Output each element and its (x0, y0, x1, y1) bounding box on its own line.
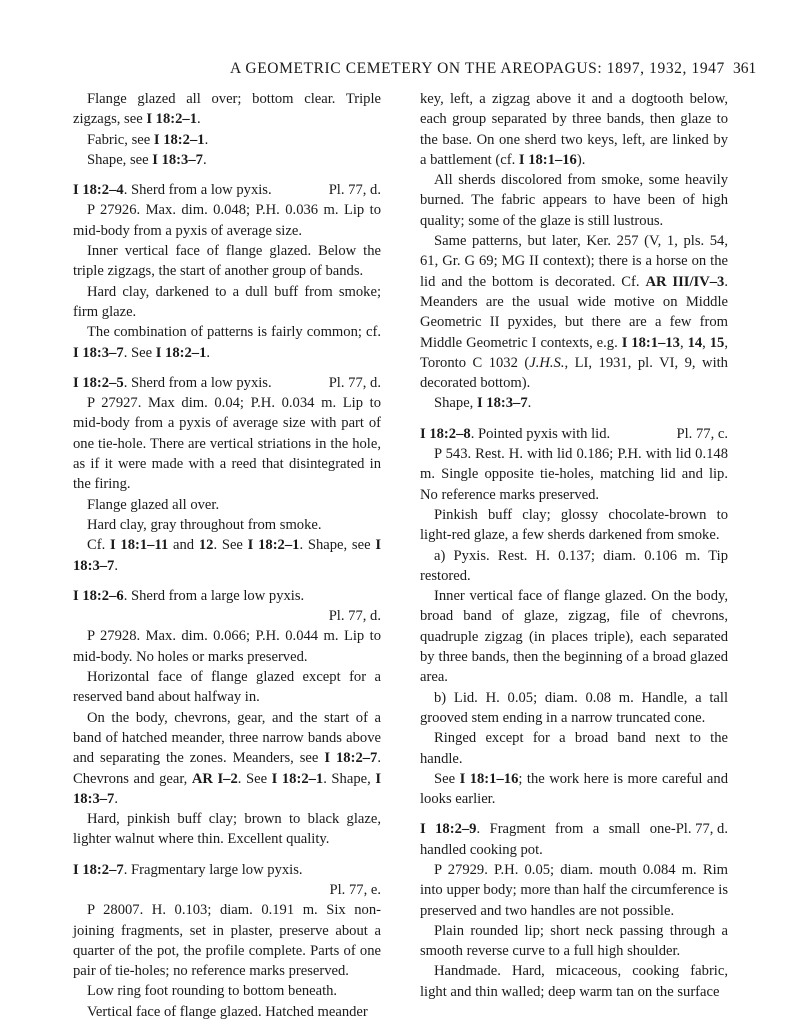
text-run: P 27928. Max. dim. 0.066; P.H. 0.044 m. Lip to mid-body. No holes or marks preserved. (73, 628, 381, 665)
paragraph (420, 444, 728, 505)
catalogue-reference: I 18:1–11 (110, 537, 169, 554)
text-run: Handmade. Hard, micaceous, cooking fabric, light and thin walled; deep warm tan on the surface (420, 963, 728, 1000)
text-run: . (114, 790, 119, 807)
plate-reference (73, 606, 381, 626)
text-run: . Meanders are the usual wide motive on Middle Geometric II pyxides, but there are a few from Middle Geometric I contexts, e.g. (420, 273, 728, 351)
paragraph (420, 860, 728, 921)
text-run: Ringed except for a broad band next to the handle. (420, 730, 728, 767)
text-run: . See (237, 770, 272, 787)
paragraph (73, 322, 381, 363)
paragraph (73, 282, 381, 323)
text-run: Pl. 77, e. (329, 881, 381, 898)
paragraph (73, 241, 381, 282)
catalogue-reference: I 18:2–5 (73, 374, 124, 391)
plate-reference: Pl. 77, d. (328, 182, 381, 199)
text-run: Vertical face of flange glazed. Hatched meander (87, 1003, 368, 1020)
plate-reference: Pl. 77, d. (328, 374, 381, 391)
left-column (73, 89, 381, 1022)
text-run: , (702, 334, 710, 351)
catalogue-reference: I 18:2–1 (247, 537, 300, 554)
running-header (0, 60, 792, 82)
paragraph (420, 231, 728, 393)
text-run: Hard clay, gray throughout from smoke. (87, 516, 322, 533)
paragraph (420, 393, 728, 413)
catalogue-reference: I 18:2–1 (155, 344, 207, 361)
paragraph (73, 900, 381, 981)
paragraph (420, 688, 728, 729)
paragraph (73, 981, 381, 1001)
text-run: Plain rounded lip; short neck passing through a smooth reverse curve to a full high shoulder. (420, 922, 728, 960)
catalogue-reference: I 18:1–13 (621, 334, 680, 351)
paragraph (73, 89, 381, 130)
paragraph (73, 393, 381, 494)
text-run: P 28007. H. 0.103; diam. 0.191 m. Six non-joining fragments, set in plaster, preserve about a quarter of the pot, the profile complete. Parts of one pair of tie-holes; no reference marks preserved. (73, 902, 381, 980)
text-run: J.H.S. (529, 354, 565, 371)
catalogue-reference: 12 (198, 537, 214, 554)
right-column (420, 89, 728, 1002)
catalogue-entry-heading (420, 819, 728, 860)
catalogue-entry-heading (73, 180, 381, 200)
text-run: . (197, 111, 201, 128)
text-run: Shape, see (87, 151, 153, 168)
paragraph (73, 150, 381, 170)
catalogue-entry-heading (420, 424, 728, 444)
text-run: . (114, 557, 119, 574)
catalogue-reference: I 18:1–16 (459, 770, 519, 787)
catalogue-reference: I 18:3–7 (152, 151, 203, 168)
text-run: . See (123, 344, 156, 361)
paragraph (420, 921, 728, 962)
running-title: A GEOMETRIC CEMETERY ON THE AREOPAGUS: 1897, 1932, 1947 (230, 60, 725, 77)
text-run: key, left, a zigzag above it and a dogtooth below, each group separated by three bands, then glaze to the base. On one sherd two keys, left, are linked by a battlement (cf. (420, 91, 728, 168)
catalogue-reference: I 18:2–8 (420, 425, 471, 442)
text-run: On the body, chevrons, gear, and the start of a band of hatched meander, three narrow bands above and separating the zones. Meanders, see (73, 709, 381, 767)
catalogue-reference: I 18:3–7 (73, 344, 124, 361)
text-run: See (434, 770, 460, 787)
catalogue-entry-heading (73, 860, 381, 880)
text-run: Fabric, see (87, 131, 154, 148)
text-run: Shape, (434, 395, 477, 412)
plate-reference (73, 880, 381, 900)
paragraph (420, 961, 728, 1002)
text-run: Flange glazed all over. (87, 496, 220, 513)
text-run: ). (576, 151, 586, 168)
catalogue-reference: AR III/IV–3 (645, 273, 725, 290)
text-run: , Toronto C 1032 ( (420, 334, 728, 371)
text-run: P 27927. Max dim. 0.04; P.H. 0.034 m. Lip to mid-body from a pyxis of average size with part of one tie-hole. There are vertical striations in the hole, as if it were made with a reed that disintegrated in the firing. (73, 395, 381, 493)
text-run: . (527, 395, 532, 412)
paragraph (73, 667, 381, 708)
catalogue-reference: I 18:2–6 (73, 587, 124, 604)
catalogue-reference: I 18:2–9 (420, 821, 477, 838)
text-run: P 27926. Max. dim. 0.048; P.H. 0.036 m. Lip to mid-body from a pyxis of average size. (73, 202, 381, 239)
text-run: . Shape, (323, 770, 376, 787)
catalogue-reference: I 18:2–4 (73, 182, 124, 199)
text-run: . Sherd from a low pyxis. (123, 182, 272, 199)
text-run: . Shape, see (299, 537, 376, 554)
catalogue-entry-heading (73, 586, 381, 606)
paragraph (420, 546, 728, 587)
paragraph (73, 200, 381, 241)
catalogue-reference: I 18:3–7 (73, 770, 381, 807)
paragraph (420, 505, 728, 546)
text-run: . Sherd from a large low pyxis. (123, 587, 305, 604)
paragraph (73, 130, 381, 150)
text-run: Horizontal face of flange glazed except for a reserved band about halfway in. (73, 669, 381, 706)
paragraph (73, 809, 381, 850)
text-run: Cf. (87, 537, 110, 554)
plate-reference: Pl. 77, c. (676, 425, 728, 442)
text-run: . (206, 344, 211, 361)
paragraph (73, 535, 381, 576)
catalogue-reference: I 18:1–16 (518, 151, 577, 168)
text-run: . See (213, 537, 248, 554)
catalogue-reference: AR I–2 (191, 770, 238, 787)
paragraph (420, 89, 728, 170)
paragraph (420, 769, 728, 810)
text-run: Hard, pinkish buff clay; brown to black glaze, lighter walnut where thin. Excellent quality. (73, 811, 381, 848)
text-run: . Fragmentary large low pyxis. (123, 861, 303, 878)
text-run: . Chevrons and gear, (73, 750, 381, 787)
catalogue-entry-heading (73, 373, 381, 393)
paragraph (73, 515, 381, 535)
catalogue-reference: I 18:2–1 (271, 770, 324, 787)
paragraph (420, 728, 728, 769)
text-run: b) Lid. H. 0.05; diam. 0.08 m. Handle, a tall grooved stem ending in a narrow truncated cone. (420, 689, 728, 726)
text-run: . Fragment from a small one-handled cooking pot. (420, 821, 676, 858)
text-run: . (204, 131, 209, 148)
page-number: 361 (733, 60, 757, 77)
catalogue-reference: I 18:2–1 (146, 111, 198, 128)
text-run: . (202, 151, 207, 168)
catalogue-reference: I 18:2–7 (73, 861, 124, 878)
text-run: Flange glazed all over; bottom clear. Triple zigzags, see (73, 91, 381, 128)
plate-reference: Pl. 77, d. (675, 821, 728, 838)
catalogue-reference: I 18:3–7 (73, 537, 381, 574)
text-run: , (679, 334, 688, 351)
paragraph (73, 495, 381, 515)
paragraph (73, 1002, 381, 1022)
paragraph (420, 170, 728, 231)
catalogue-reference: I 18:3–7 (476, 395, 528, 412)
text-run: Hard clay, darkened to a dull buff from smoke; firm glaze. (73, 283, 381, 320)
text-run: Low ring foot rounding to bottom beneath. (87, 983, 338, 1000)
text-run: a) Pyxis. Rest. H. 0.137; diam. 0.106 m. Tip restored. (420, 547, 728, 584)
catalogue-reference: 15 (709, 334, 725, 351)
paragraph (73, 626, 381, 667)
paragraph (420, 586, 728, 687)
text-run: and (168, 537, 199, 554)
text-run: P 27929. P.H. 0.05; diam. mouth 0.084 m. Rim into upper body; more than half the circumference is preserved and two handles are not possible. (420, 861, 728, 919)
catalogue-reference: 14 (687, 334, 703, 351)
catalogue-reference: I 18:2–7 (324, 750, 378, 767)
text-run: Pl. 77, d. (328, 608, 381, 625)
text-run: , LI, 1931, pl. VI, 9, with decorated bottom). (420, 354, 728, 392)
text-run: P 543. Rest. H. with lid 0.186; P.H. with lid 0.148 m. Single opposite tie-holes, matching lid and lip. No reference marks preserved. (420, 446, 728, 503)
text-run: All sherds discolored from smoke, some heavily burned. The fabric appears to have been of high quality; some of the glaze is still lustrous. (420, 172, 728, 229)
text-run: Pinkish buff clay; glossy chocolate-brown to light-red glaze, a few sherds darkened from smoke. (420, 506, 728, 544)
catalogue-reference: I 18:2–1 (153, 131, 205, 148)
text-run: Inner vertical face of flange glazed. Below the triple zigzags, the start of another group of bands. (73, 243, 381, 280)
text-run: . Sherd from a low pyxis. (123, 374, 272, 391)
text-run: Inner vertical face of flange glazed. On the body, broad band of glaze, zigzag, file of chevrons, quadruple zigzag (in places triple), each separated by three bands, then the beginning of a broad glazed area. (420, 588, 728, 686)
paragraph (73, 708, 381, 809)
text-run: . Pointed pyxis with lid. (470, 425, 611, 442)
text-run: ; the work here is more careful and looks earlier. (420, 770, 728, 808)
text-run: The combination of patterns is fairly common; cf. (87, 324, 381, 341)
text-run: Same patterns, but later, Ker. 257 (V, 1, pls. 54, 61, Gr. G 69; MG II context); there is a horse on the lid and the bottom is decorated. Cf. (420, 233, 728, 290)
